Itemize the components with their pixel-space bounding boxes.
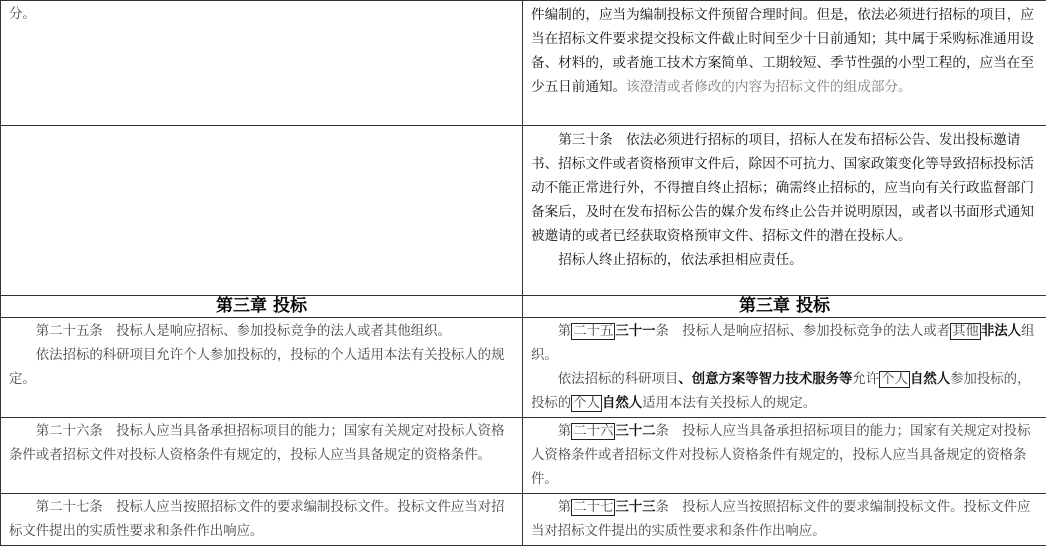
paragraph: [531, 368, 1038, 416]
table-row: [1, 418, 1046, 494]
new-text-cell: [523, 1, 1046, 126]
text: 条 投标人是响应招标、参加投标竞争的法人或者: [656, 324, 951, 339]
deleted-text: 个人: [879, 371, 910, 388]
new-text-cell: [523, 418, 1046, 494]
inserted-text: 、创意方案等智力技术服务等: [678, 372, 852, 387]
table-row: [1, 318, 1046, 418]
old-text-cell: [1, 318, 523, 418]
article-30: 第三十条 依法必须进行招标的项目，招标人在发布招标公告、发出投标邀请书、招标文件或者资格预审文件后，除因不可抗力、国家政策变化等导致招标投标活动不能正常进行外，不得擅自终止招标；确需终止招标的，应当向有关行政监督部门备案后，及时在发布招标公告的媒介发布终止公告并说明原因，或者以书面形式通知被邀请的或者已经获取资格预审文件、招标文件的潜在投标人。: [531, 128, 1038, 248]
inserted-text: 自然人: [602, 396, 642, 411]
text: 适用本法有关投标人的规定。: [642, 396, 816, 411]
text: 条 投标人应当按照招标文件的要求编制投标文件。投标文件应当对招标文件提出的实质性要求和条件作出响应。: [531, 500, 1030, 539]
chapter-title-right: 第三章 投标: [523, 296, 1046, 318]
article-31-new: [531, 320, 1038, 368]
text: 第: [558, 424, 571, 439]
text: 允许: [852, 372, 879, 387]
article-27-old: 第二十七条 投标人应当按照招标文件的要求编制投标文件。投标文件应当对招标文件提出的实质性要求和条件作出响应。: [9, 496, 514, 544]
table-row: [1, 1, 1046, 126]
old-text-cell: [1, 418, 523, 494]
article-33-new: [531, 496, 1038, 544]
text: 组织。: [531, 324, 1034, 363]
chapter-row: [1, 296, 1046, 318]
inserted-text: 三十三: [615, 500, 655, 515]
deleted-text: 二十七: [571, 499, 615, 516]
old-text-cell: [1, 126, 523, 296]
inserted-text: 三十一: [615, 324, 655, 339]
text: 依法招标的科研项目: [558, 372, 679, 387]
table-row: [1, 126, 1046, 296]
paragraph: 招标人终止招标的，依法承担相应责任。: [531, 248, 1038, 272]
deleted-text: 二十五: [571, 323, 615, 340]
inserted-text: 自然人: [910, 372, 950, 387]
new-text-cell: [523, 126, 1046, 296]
chapter-title-left: 第三章 投标: [1, 296, 523, 318]
old-text-cell: [1, 1, 523, 126]
text: 第: [558, 500, 571, 515]
deleted-text: 其他: [950, 323, 981, 340]
paragraph: [531, 3, 1038, 99]
paragraph: 依法招标的科研项目允许个人参加投标的，投标的个人适用本法有关投标人的规定。: [9, 344, 514, 392]
paragraph-text-tail: 该澄清或者修改的内容为招标文件的组成部分。: [626, 79, 911, 95]
paragraph: 分。: [9, 3, 514, 27]
article-25-old: 第二十五条 投标人是响应招标、参加投标竞争的法人或者其他组织。: [9, 320, 514, 344]
new-text-cell: [523, 318, 1046, 418]
article-32-new: [531, 420, 1038, 492]
deleted-text: 二十六: [571, 423, 615, 440]
inserted-text: 三十二: [615, 424, 655, 439]
inserted-text: 非法人: [981, 324, 1021, 339]
text: 参加投标的，投标的: [531, 372, 1030, 411]
text: 第: [558, 324, 571, 339]
article-26-old: 第二十六条 投标人应当具备承担招标项目的能力；国家有关规定对投标人资格条件或者招标文件对投标人资格条件有规定的，投标人应当具备规定的资格条件。: [9, 420, 514, 468]
text: 条 投标人应当具备承担招标项目的能力；国家有关规定对投标人资格条件或者招标文件对投标人资格条件有规定的，投标人应当具备规定的资格条件。: [531, 424, 1030, 487]
deleted-text: 个人: [571, 395, 602, 412]
paragraph-text: 件编制的，应当为编制投标文件预留合理时间。但是，依法必须进行招标的项目，应当在招标文件要求提交投标文件截止时间至少十日前通知；其中属于采购标准通用设备、材料的，或者施工技术方案简单、工期较短、季节性强的小型工程的，应当在至少五日前通知。: [531, 7, 1034, 95]
